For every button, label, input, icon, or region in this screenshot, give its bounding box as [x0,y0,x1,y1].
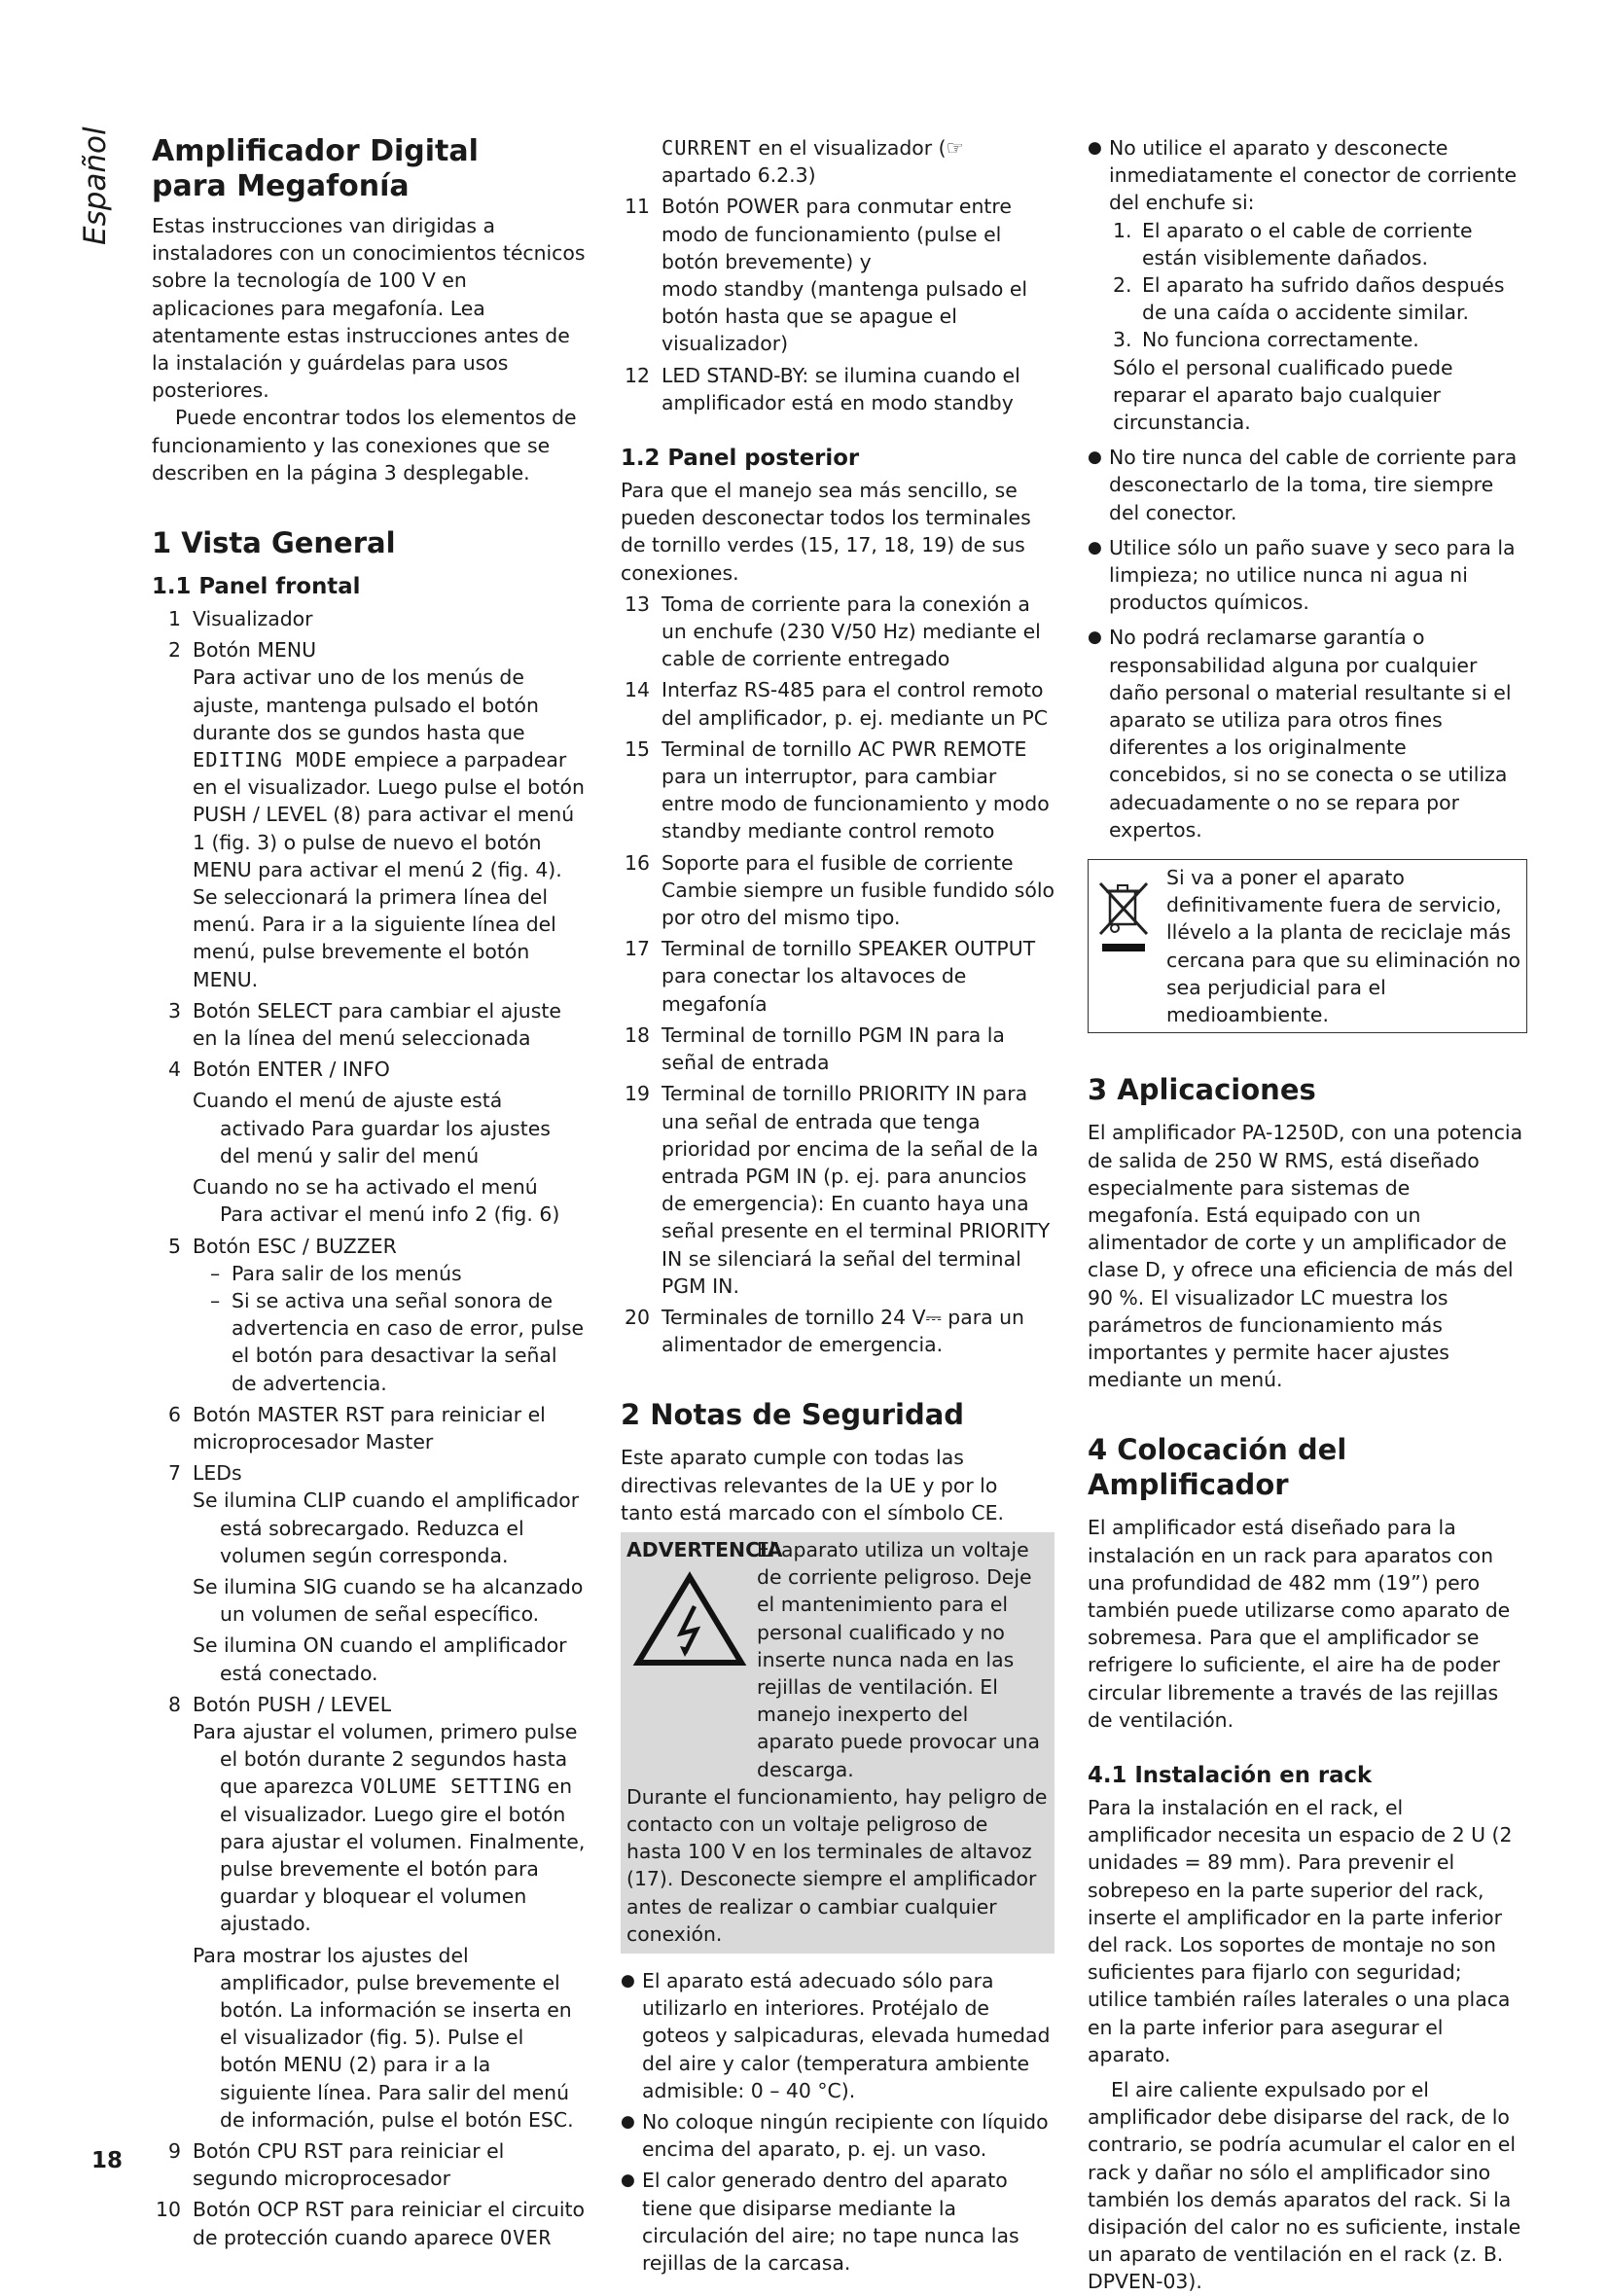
item-2-description: Para activar uno de los menús de ajuste, mantenga pulsado el botón durante dos se gundos hasta que EDITING MODE empiece a parpadear en el visualizador. Luego pulse el botón PUSH / LEVEL (8) para activar el menú 1 (fig. 3) o pulse de nuevo el botón MENU para activar el menú 2 (fig. 4). [193,665,585,881]
list-item: 10 Botón OCP RST para reiniciar el circuito de protección cuando aparece OVER [156,2198,585,2249]
warning-box [621,1532,1055,1954]
lcd-text: EDITING MODE [193,748,348,772]
placement-text: El amplificador está diseñado para la instalación en un rack para aparatos con una profundidad de 482 mm (19”) pero también puede utilizarse como aparato de sobremesa. Para que el amplificador se refrigere lo suficiente, el aire ha de poder circular libremente a través de las rejillas de ventilación. [1088,1516,1511,1732]
lcd-text: OVER [499,2225,553,2249]
safety-bullet: ● Utilice sólo un paño suave y seco para la limpieza; no utilice nunca ni agua ni productos químicos. [1088,535,1516,615]
column-3 [1088,134,1527,2296]
list-item: 11 Botón POWER para conmutar entre modo de funcionamiento (pulse el botón brevemente) y modo standby (mantenga pulsado el botón hasta que se apague el visualizador) [625,195,1028,356]
list-item: 1 Visualizador [168,607,313,631]
list-item: 16 Soporte para el fusible de corriente Cambie siempre un fusible fundido sólo por otro del mismo tipo. [625,850,1055,930]
list-item: 6 Botón MASTER RST para reiniciar el microprocesador Master [168,1402,546,1453]
intro-paragraph: Estas instrucciones van dirigidas a instaladores con un conocimientos técnicos sobre la tecnología de 100 V en aplicaciones para megafonía. Lea atentamente estas instrucciones antes de la instalación y guárdelas para usos posteriores. [152,214,586,403]
heading-panel-posterior: 1.2 Panel posterior [621,446,860,472]
heading-panel-frontal: 1.1 Panel frontal [152,574,361,600]
warning-text: El aparato utiliza un voltaje de corriente peligroso. Deje el mantenimiento para el personal cualificado y no inserte nunca nada en las rejillas de ventilación. El manejo inexperto del aparato puede provocar una descarga. [757,1537,1040,1781]
repair-note: Sólo el personal cualificado puede reparar el aparato bajo cualquier circunstancia. [1113,355,1453,435]
column-2 [621,134,1055,2277]
list-item: 15 Terminal de tornillo AC PWR REMOTE para un interruptor, para cambiar entre modo de funcionamiento y modo standby mediante control remoto [625,736,1050,843]
rear-intro: Para que el manejo sea más sencillo, se pueden desconectar todos los terminales de tornillo verdes (15, 17, 18, 19) de sus conexiones. [621,479,1031,585]
heading-vista-general: 1 Vista General [152,526,396,560]
safety-bullet: ● No utilice el aparato y desconecte inmediatamente el conector de corriente del enchufe si: [1088,136,1518,215]
safety-bullet: ● No podrá reclamarse garantía o responsabilidad alguna por cualquier daño personal o material resultante si el aparato se utiliza para otros fines diferentes a los originalmente concebidos, si no se conecta o se utiliza adecuadamente o no se repara por expertos. [1088,626,1512,842]
document-title: Amplificador Digital para Megafonía [152,134,479,203]
list-item: 14 Interfaz RS-485 para el control remoto del amplificador, p. ej. mediante un PC [625,678,1048,730]
applications-text: El amplificador PA-1250D, con una potencia de salida de 250 W RMS, está diseñado especialmente para sistemas de megafonía. Está equipado con un alimentador de corte y un amplificador de clase D, y ofrece una eficiencia de más del 90 %. El visualizador LC muestra los parámetros de funcionamiento más importantes y permite hacer ajustes mediante un menú. [1088,1121,1523,1392]
recycling-notice [1088,859,1527,1033]
safety-bullet: ● No tire nunca del cable de corriente para desconectarlo de la toma, tire siempre del conector. [1088,446,1518,524]
list-item: 13 Toma de corriente para la conexión a un enchufe (230 V/50 Hz) mediante el cable de corriente entregado [625,592,1041,671]
list-item: 3 Botón SELECT para cambiar el ajuste en la línea del menú seleccionada [168,998,561,1051]
list-item-continuation: CURRENT en el visualizador (☞ apartado 6.2.3) [661,136,964,188]
high-voltage-warning-icon [632,1571,747,1668]
numbered-condition: 1. El aparato o el cable de corriente están visiblemente dañados. [1113,218,1473,269]
heading-colocacion: 4 Colocación del Amplificador [1088,1433,1347,1502]
lcd-text: CURRENT [661,136,752,160]
heading-notas-seguridad: 2 Notas de Seguridad [621,1398,965,1432]
safety-bullet: ● No coloque ningún recipiente con líquido encima del aparato, p. ej. un vaso. [621,2110,1049,2162]
heading-aplicaciones: 3 Aplicaciones [1088,1073,1316,1107]
list-item: 5 Botón ESC / BUZZER – Para salir de los menús – Si se activa una señal sonora de advertencia en caso de error, pulse el botón para desactivar la señal de advertencia. [152,1233,586,1397]
warning-text-2: Durante el funcionamiento, hay peligro de contacto con un voltaje peligroso de hasta 100 V en los terminales de altavoz (17). Desconecte siempre el amplificador antes de realizar o cambiar cualquier conexión. [626,1784,1048,1946]
column-1 [152,134,586,2251]
rack-text-2: El aire caliente expulsado por el amplificador debe disiparse del rack, de lo contrario, se podría acumular el calor en el rack y dañar no sólo el amplificador sino también los demás aparatos del rack. Si la disipación del calor no es suficiente, instale un aparato de ventilación en el rack (z. B. DPVEN-03). [1088,2077,1521,2294]
list-item: 7 LEDs Se ilumina CLIP cuando el amplificador está sobrecargado. Reduzca el volumen según corresponda. Se ilumina SIG cuando se ha alcanzado un volumen de señal específico. Se ilumina ON cuando el amplificador está conectado. [168,1461,584,1685]
heading-instalacion-rack: 4.1 Instalación en rack [1088,1762,1373,1788]
recycling-text: Si va a poner el aparato definitivamente fuera de servicio, llévelo a la planta de reciclaje más cercana para que su eliminación no sea perjudicial para el medioambiente. [1166,866,1520,1027]
list-item: 8 Botón PUSH / LEVEL Para ajustar el volumen, primero pulse el botón durante 2 segundos hasta que aparezca VOLUME SETTING en el visualizador. Luego gire el botón para ajustar el volumen. Finalmente, pulse brevemente el botón para guardar y bloquear el volumen ajustado. Para mostrar los ajustes del amplificador, pulse brevemente el botón. La información se inserta en el visualizador (fig. 5). Pulse el botón MENU (2) para ir a la siguiente línea. Para salir del menú de información, pulse el botón ESC. [168,1692,586,2132]
language-label-text: Español [78,126,113,245]
list-item: 19 Terminal de tornillo PRIORITY IN para una señal de entrada que tenga prioridad por encima de la señal de la entrada PGM IN (p. ej. para anuncios de emergencia): En cuanto haya una señal presente en el terminal PRIORITY IN se silenciará la señal del terminal PGM IN. [625,1082,1051,1298]
dash-item: – Si se activa una señal sonora de advertencia en caso de error, pulse el botón para desactivar la señal de advertencia. [210,1288,584,1395]
language-side-label [70,126,128,267]
numbered-condition: 2. El aparato ha sufrido daños después de una caída o accidente similar. [1113,273,1505,325]
safety-bullet: ● El aparato está adecuado sólo para utilizarlo en interiores. Protéjalo de goteos y salpicaduras, elevada humedad del aire y calor (temperatura ambiente admisible: 0 – 40 °C). [621,1968,1051,2102]
list-item: 9 Botón CPU RST para reiniciar el segundo microprocesador [168,2139,505,2191]
warning-label: ADVERTENCIA [626,1537,783,1561]
list-item: 17 Terminal de tornillo SPEAKER OUTPUT para conectar los altavoces de megafonía [625,937,1036,1016]
safety-bullet: ● El calor generado dentro del aparato tiene que disiparse mediante la circulación del aire; no tape nunca las rejillas de la carcasa. [621,2169,1019,2276]
page-number: 18 [91,2148,124,2173]
safety-intro: Este aparato cumple con todas las directivas relevantes de la UE y por lo tanto está marcado con el símbolo CE. [621,1446,1004,1525]
dash-item: – Para salir de los menús [210,1261,462,1285]
crossed-bin-icon [1094,879,1155,957]
lcd-text: VOLUME SETTING [360,1775,542,1799]
list-item: 12 LED STAND-BY: se ilumina cuando el amplificador está en modo standby [625,363,1020,414]
rack-text: Para la instalación en el rack, el amplificador necesita un espacio de 2 U (2 unidades = 89 mm). Para prevenir el sobrepeso en la parte superior del rack, inserte el amplificador en la parte inferior del rack. Los soportes de montaje no son suficientes para fijarlo con seguridad; utilice también raíles laterales o una placa en la parte inferior para asegurar el aparato. [1088,1795,1513,2066]
list-item: 2 Botón MENU Para activar uno de los menús de ajuste, mantenga pulsado el botón durante dos se gundos hasta que EDITING MODE empiece a parpadear en el visualizador. Luego pulse el botón PUSH / LEVEL (8) para activar el menú 1 (fig. 3) o pulse de nuevo el botón MENU para activar el menú 2 (fig. 4). Se seleccionará la primera línea del menú. Para ir a la siguiente línea del menú, pulse brevemente el botón MENU. [168,638,585,991]
intro-paragraph-2: Puede encontrar todos los elementos de funcionamiento y las conexiones que se describen en la página 3 desplegable. [152,406,577,484]
list-item: 4 Botón ENTER / INFO Cuando el menú de ajuste está activado Para guardar los ajustes del menú y salir del menú Cuando no se ha activado el menú Para activar el menú info 2 (fig. 6) [168,1058,560,1227]
list-item: 18 Terminal de tornillo PGM IN para la señal de entrada [625,1022,1005,1075]
numbered-condition: 3. No funciona correctamente. [1113,328,1419,352]
item-8-volume-description: Para ajustar el volumen, primero pulse el botón durante 2 segundos hasta que aparezca VOLUME SETTING en el visualizador. Luego gire el botón para ajustar el volumen. Finalmente, pulse brevemente el botón para guardar y bloquear el volumen ajustado. [193,1719,586,1936]
list-item: 20 Terminales de tornillo 24 V⎓ para un alimentador de emergencia. [625,1305,1024,1357]
